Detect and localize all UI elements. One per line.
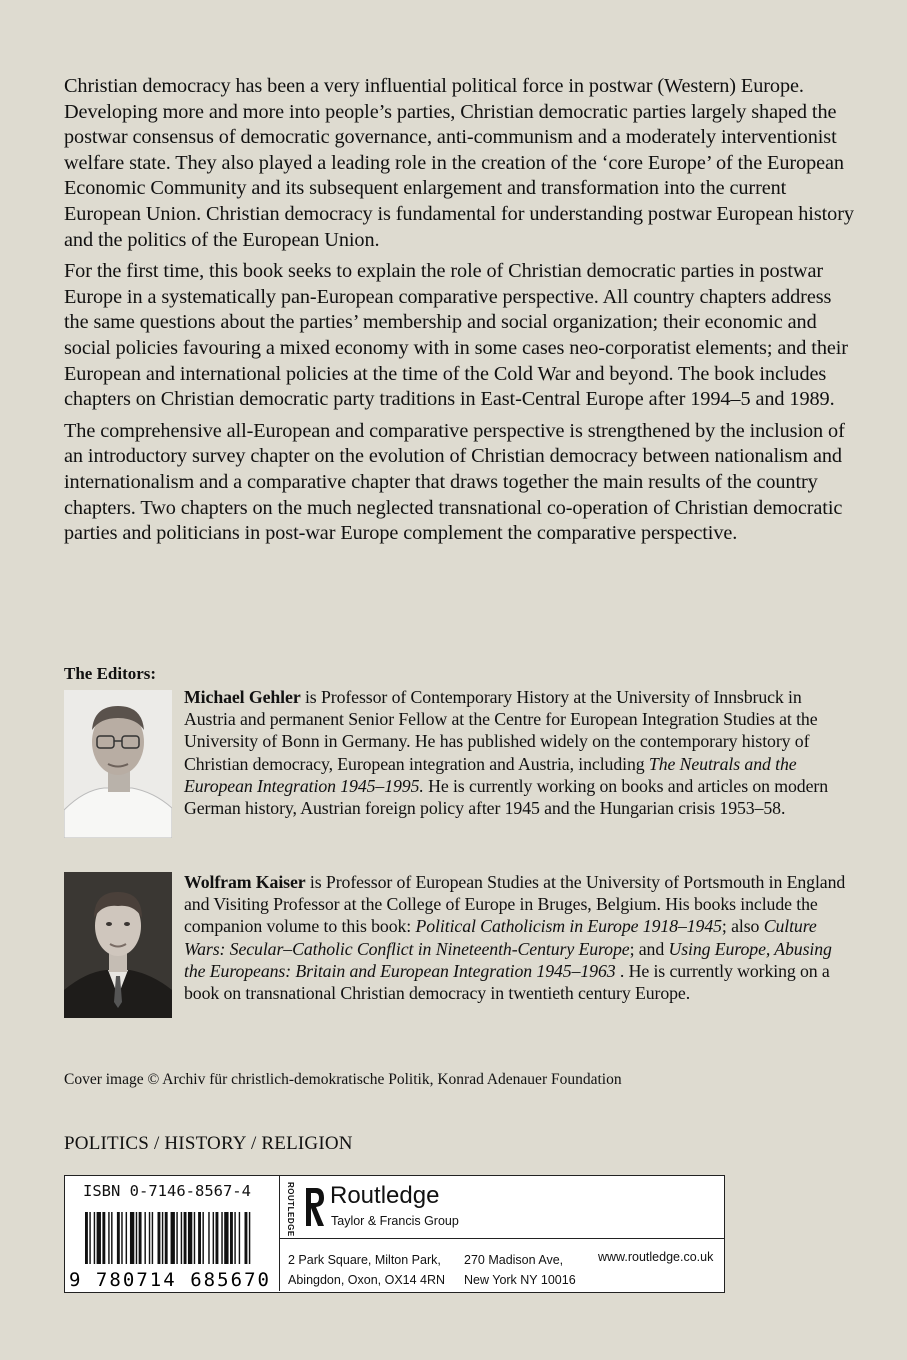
routledge-logo-icon bbox=[302, 1184, 326, 1230]
barcode-bar bbox=[224, 1212, 228, 1264]
barcode-bar bbox=[126, 1212, 127, 1264]
wolfram-kaiser-bio: Wolfram Kaiser is Professor of European Studies at the University of Portsmouth in England and Visiting Professor at the College of Europe in Bruges, Belgium. His books include the companion volume to this book: Political Catholicism in Europe 1918–1945; also Culture Wars: Secular–Catholic Conflict in Nineteenth-Century Europe; and Using Europe, Abusing the Europeans: Britain and European Integration 1945–1963 . He is currently working on a book on transnational Christian democracy in twentieth century Europe. bbox=[184, 872, 846, 1004]
barcode-panel bbox=[65, 1176, 280, 1291]
editor-name: Wolfram Kaiser bbox=[184, 872, 306, 892]
publisher-info-box bbox=[64, 1175, 725, 1293]
barcode-bar bbox=[136, 1212, 137, 1264]
book-title: Culture Wars: Secular–Catholic Conflict in Nineteenth-Century Europe bbox=[184, 916, 817, 959]
publisher-panel bbox=[280, 1176, 724, 1291]
barcode-bar bbox=[94, 1212, 95, 1264]
blurb-paragraph-3: The comprehensive all-European and comparative perspective is strengthened by the inclusion of an introductory survey chapter on the evolution of Christian democracy between nationalism and internationalism and a comparative chapter that draws together the main results of the country chapters. Two chapters on the much neglected transnational co-operation of Christian democratic parties and politicians in post-war Europe complement the comparative perspective. bbox=[64, 419, 845, 545]
barcode-bar bbox=[194, 1212, 195, 1264]
barcode-bar bbox=[208, 1212, 209, 1264]
barcode-bar bbox=[230, 1212, 233, 1264]
publisher-brand bbox=[280, 1176, 724, 1239]
book-title: The Neutrals and the European Integration 1945–1995. bbox=[184, 753, 797, 796]
address-us: 270 Madison Ave, New York NY 10016 bbox=[464, 1253, 576, 1287]
blurb bbox=[64, 74, 854, 553]
wolfram-kaiser-photo bbox=[64, 872, 172, 1018]
barcode-bar bbox=[144, 1212, 145, 1264]
barcode-bar bbox=[202, 1212, 203, 1264]
barcode-bar bbox=[152, 1212, 153, 1264]
barcode-bar bbox=[85, 1212, 88, 1264]
book-title: Using Europe, Abusing the Europeans: Britain and European Integration 1945–1963 bbox=[184, 938, 832, 981]
publisher-name: Routledge bbox=[330, 1182, 440, 1209]
blurb-paragraph-1: Christian democracy has been a very influential political force in postwar (Western) Europe. Developing more and more into people’s parties, Christian democratic parties largely shaped the postwar consensus of democratic governance, anti-communism and a moderately interventionist welfare state. They also played a leading role in the creation of the ‘core Europe’ of the European Economic Community and its subsequent enlargement and transformation into the current European Union. Christian democracy is fundamental for understanding postwar European history and the politics of the European Union. bbox=[64, 75, 854, 251]
subject-categories: POLITICS / HISTORY / RELIGION bbox=[64, 1133, 353, 1154]
barcode-bar bbox=[239, 1212, 240, 1264]
barcode bbox=[65, 1210, 279, 1292]
barcode-bar bbox=[221, 1212, 222, 1264]
barcode-bar bbox=[181, 1212, 182, 1264]
barcode-bar bbox=[139, 1212, 142, 1264]
barcode-bar bbox=[121, 1212, 122, 1264]
barcode-digits: 9 780714 685670 bbox=[69, 1269, 269, 1291]
barcode-bar bbox=[158, 1212, 161, 1264]
barcode-bar bbox=[162, 1212, 163, 1264]
barcode-bar bbox=[171, 1212, 175, 1264]
barcode-bar bbox=[108, 1212, 109, 1264]
barcode-bar bbox=[184, 1212, 187, 1264]
cover-image-credit: Cover image © Archiv für christlich-demokratische Politik, Konrad Adenauer Foundation bbox=[64, 1071, 622, 1088]
michael-gehler-bio: Michael Gehler is Professor of Contemporary History at the University of Innsbruck in Austria and permanent Senior Fellow at the Centre for European Integration Studies at the University of Bonn in Germany. He has published widely on the contemporary history of Christian democracy, European integration and Austria, including The Neutrals and the European Integration 1945–1995. He is currently working on books and articles on modern German history, Austrian foreign policy after 1945 and the Hungarian crisis 1953–58. bbox=[184, 687, 828, 819]
barcode-bar bbox=[117, 1212, 120, 1264]
barcode-bar bbox=[234, 1212, 235, 1264]
barcode-bar bbox=[102, 1212, 105, 1264]
book-title: Political Catholicism in Europe 1918–1945 bbox=[415, 916, 722, 937]
barcode-bar bbox=[245, 1212, 248, 1264]
publisher-group: Taylor & Francis Group bbox=[331, 1214, 459, 1228]
isbn: ISBN 0-7146-8567-4 bbox=[83, 1182, 251, 1200]
address-uk: 2 Park Square, Milton Park, Abingdon, Oxon, OX14 4RN bbox=[288, 1253, 446, 1287]
vertical-logo-text: ROUTLEDGE bbox=[286, 1182, 295, 1237]
blurb-paragraph-2: For the first time, this book seeks to explain the role of Christian democratic parties in postwar Europe in a systematically pan-European comparative perspective. All country chapters address the same questions about the parties’ membership and social organization; their economic and social policies favouring a mixed economy with in some cases neo-corporatist elements; and their European and international policies at the time of the Cold War and beyond. The book includes chapters on Christian democratic party traditions in East-Central Europe after 1994–5 and 1989. bbox=[64, 260, 848, 411]
barcode-bar bbox=[213, 1212, 214, 1264]
barcode-bar bbox=[111, 1212, 112, 1264]
michael-gehler-photo bbox=[64, 690, 172, 838]
barcode-bar bbox=[188, 1212, 192, 1264]
publisher-website: www.routledge.co.uk bbox=[598, 1250, 714, 1264]
barcode-bar bbox=[149, 1212, 150, 1264]
barcode-bar bbox=[249, 1212, 250, 1264]
barcode-bar bbox=[89, 1212, 90, 1264]
barcode-bar bbox=[97, 1212, 101, 1264]
barcode-bar bbox=[165, 1212, 168, 1264]
barcode-bar bbox=[216, 1212, 219, 1264]
barcode-bar bbox=[130, 1212, 134, 1264]
barcode-bar bbox=[198, 1212, 201, 1264]
editor-name: Michael Gehler bbox=[184, 687, 301, 707]
barcode-bar bbox=[176, 1212, 177, 1264]
editors-heading: The Editors: bbox=[64, 664, 157, 683]
